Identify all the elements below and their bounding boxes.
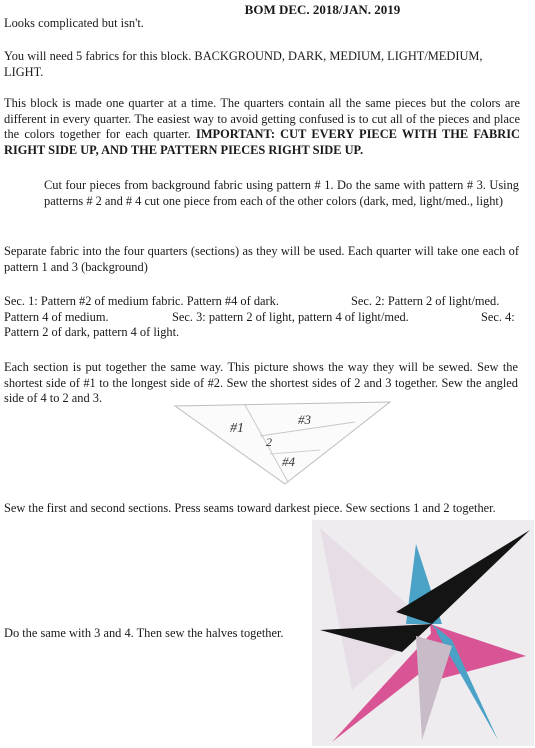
- finished-block-photo: [312, 520, 534, 746]
- sec-2-text: Sec. 2: Pattern 2 of light/med.: [351, 294, 500, 308]
- sec-4-text: Pattern 2 of dark, pattern 4 of light.: [4, 325, 180, 339]
- cutting-paragraph: Cut four pieces from background fabric using pattern # 1. Do the same with pattern # 3. Using patterns # 2 and # 4 cut one piece from each of the other colors (dark, med, light/med., light): [44, 178, 519, 208]
- halves-paragraph: Do the same with 3 and 4. Then sew the halves together.: [4, 626, 284, 640]
- separate-paragraph: Separate fabric into the four quarters (sections) as they will be used. Each quarter will take one each of pattern 1 and 3 (background): [4, 244, 519, 274]
- page-title: BOM DEC. 2018/JAN. 2019: [244, 2, 401, 17]
- important-note: IMPORTANT: CUT EVERY PIECE WITH THE FABRIC RIGHT SIDE UP, AND THE PATTERN PIECES RIGHT SIDE UP.: [4, 127, 520, 157]
- sections-paragraph: [4, 294, 524, 341]
- sec-3-text: Sec. 3: pattern 2 of light, pattern 4 of light/med.: [172, 309, 409, 324]
- sew-sections-paragraph: Sew the first and second sections. Press seams toward darkest piece. Sew sections 1 and 2 together.: [4, 501, 496, 515]
- method-paragraph: [4, 96, 520, 158]
- sec-4-label: Sec. 4:: [481, 309, 515, 324]
- assembly-paragraph: Each section is put together the same way. This picture shows the way they will be sewed. Sew the shortest side of #1 to the longest side of #2. Sew the shortest sides of 2 and 3 together. Sew the angled side of 4 to 2 and 3.: [4, 360, 518, 405]
- method-text: This block is made one quarter at a time. The quarters contain all the same pieces but the colors are different in every quarter. The easiest way to avoid getting confused is to cut all of the pieces and place the colors together for each quarter.: [4, 96, 520, 141]
- intro-line: Looks complicated but isn't.: [4, 16, 144, 30]
- piece-2-label: 2: [266, 435, 272, 449]
- piece-4-label: #4: [282, 454, 295, 469]
- fabrics-paragraph: You will need 5 fabrics for this block. BACKGROUND, DARK, MEDIUM, LIGHT/MEDIUM, LIGHT.: [4, 49, 483, 79]
- piece-1-label: #1: [230, 421, 244, 436]
- sec-2-cont-text: Pattern 4 of medium.: [4, 309, 109, 324]
- sec-1-text: Sec. 1: Pattern #2 of medium fabric. Pattern #4 of dark.: [4, 294, 279, 308]
- piece-3-label: #3: [298, 412, 311, 427]
- section-assembly-diagram: [170, 396, 395, 488]
